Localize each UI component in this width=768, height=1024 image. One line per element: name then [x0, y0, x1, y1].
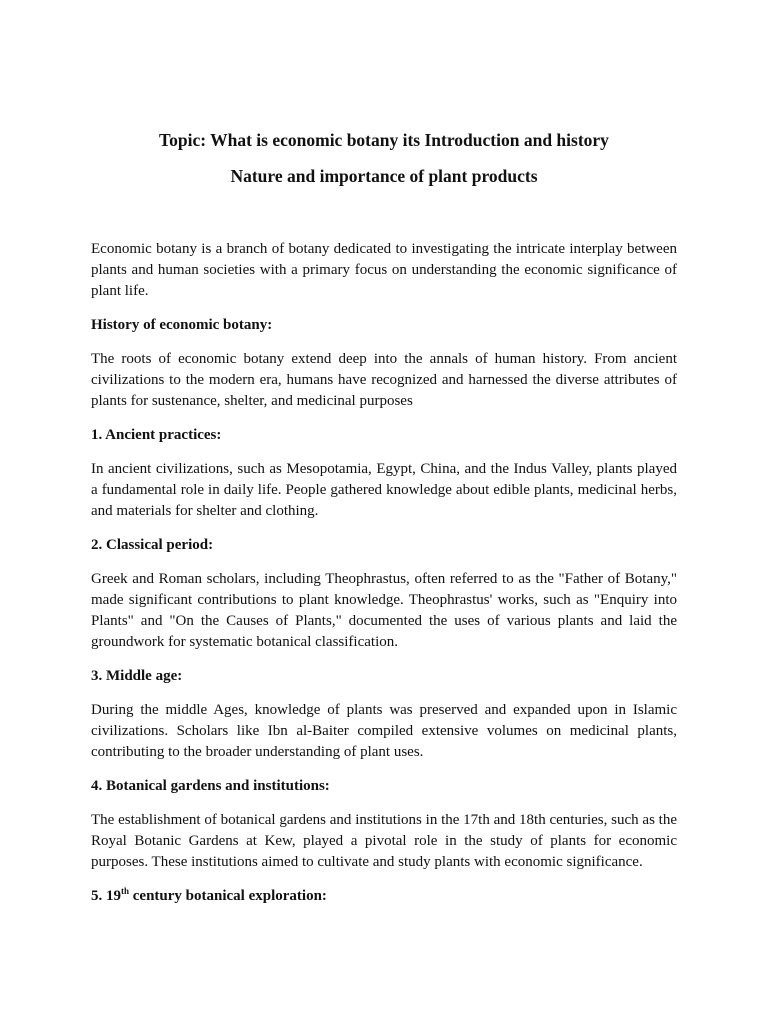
- document-body: [91, 239, 677, 907]
- section5-suffix: century botanical exploration:: [129, 888, 327, 904]
- section5-prefix: 5. 19: [91, 888, 121, 904]
- section5-superscript: th: [121, 886, 130, 896]
- document-subtitle: Nature and importance of plant products: [230, 166, 538, 186]
- section-heading-middle-age: 3. Middle age:: [91, 668, 183, 684]
- intro-paragraph: Economic botany is a branch of botany dedicated to investigating the intricate interplay between plants and human societies with a primary focus on understanding the economic significance of plant life.: [91, 241, 677, 299]
- history-paragraph: The roots of economic botany extend deep into the annals of human history. From ancient civilizations to the modern era, humans have recognized and harnessed the diverse attributes of plants for sustenance, shelter, and medicinal purposes: [91, 351, 677, 409]
- section-paragraph-classical: Greek and Roman scholars, including Theophrastus, often referred to as the "Father of Botany," made significant contributions to plant knowledge. Theophrastus' works, such as "Enquiry into Plants" and "On the Causes of Plants," documented the uses of various plants and laid the groundwork for systematic botanical classification.: [91, 571, 677, 650]
- history-heading: History of economic botany:: [91, 317, 273, 333]
- section-paragraph-botanical-gardens: The establishment of botanical gardens and institutions in the 17th and 18th centuries, such as the Royal Botanic Gardens at Kew, played a pivotal role in the study of plants for economic purposes. These institutions aimed to cultivate and study plants with economic significance.: [91, 812, 677, 870]
- section-heading-botanical-gardens: 4. Botanical gardens and institutions:: [91, 778, 330, 794]
- section-heading-classical: 2. Classical period:: [91, 537, 214, 553]
- section-paragraph-middle-age: During the middle Ages, knowledge of plants was preserved and expanded upon in Islamic civilizations. Scholars like Ibn al-Baiter compiled extensive volumes on medicinal plants, contributing to the broader understanding of plant uses.: [91, 702, 677, 760]
- section-paragraph-ancient: In ancient civilizations, such as Mesopotamia, Egypt, China, and the Indus Valley, plants played a fundamental role in daily life. People gathered knowledge about edible plants, medicinal herbs, and materials for shelter and clothing.: [91, 461, 677, 519]
- section-heading-ancient: 1. Ancient practices:: [91, 427, 222, 443]
- document-title: Topic: What is economic botany its Introduction and history: [159, 130, 609, 150]
- section-heading-19th-century: [91, 886, 677, 907]
